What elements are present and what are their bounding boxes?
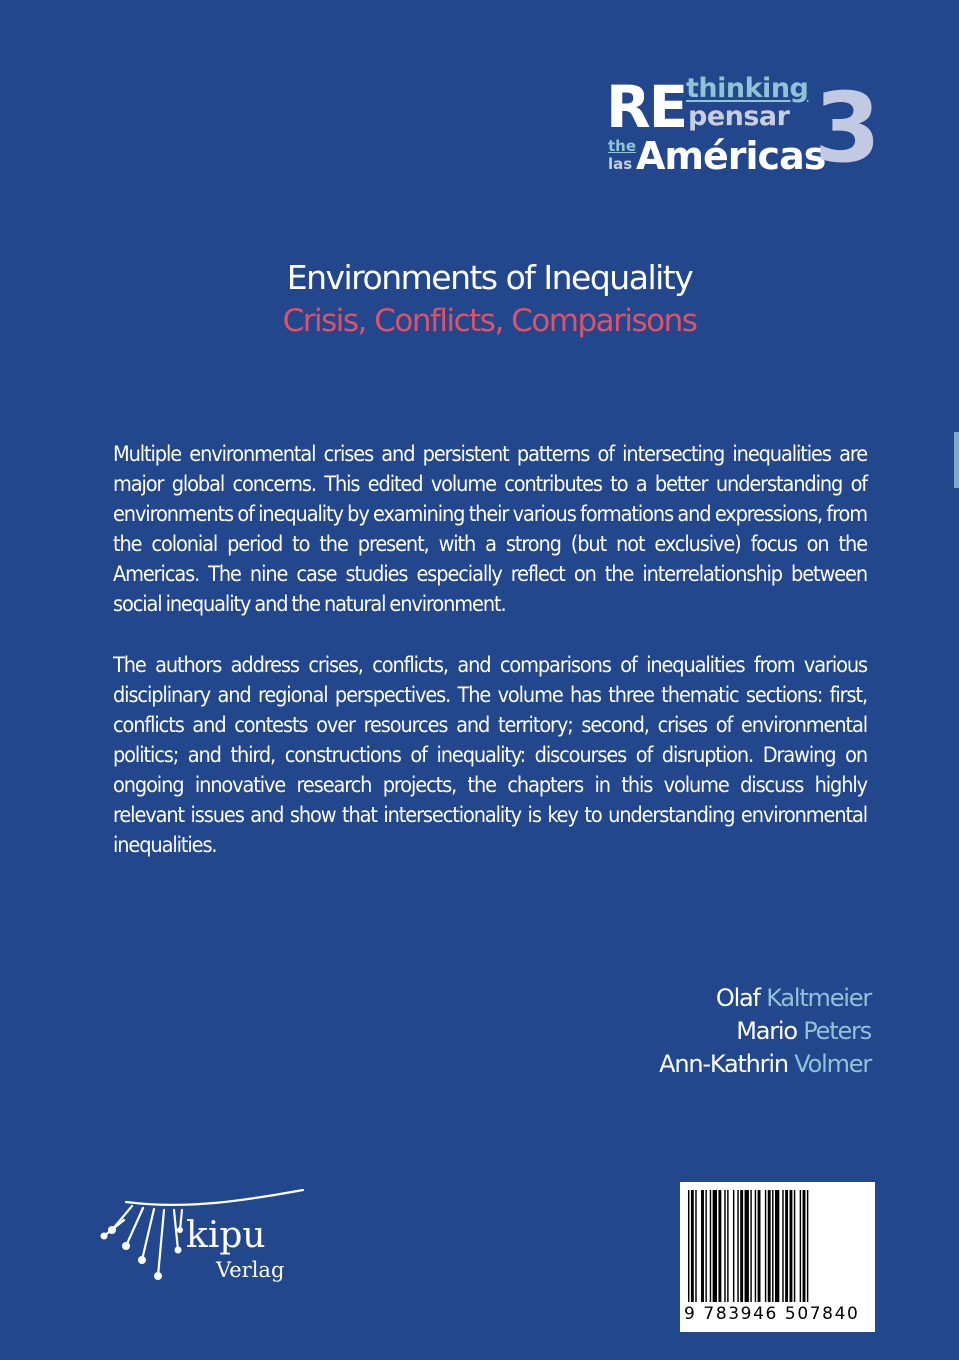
series-logo bbox=[600, 72, 890, 192]
author-first-name: Ann-Kathrin bbox=[659, 1050, 788, 1078]
isbn-barcode bbox=[680, 1182, 875, 1332]
publisher-logo bbox=[98, 1180, 318, 1300]
blurb-paragraph: Multiple environmental crises and persistent patterns of intersecting inequalities are major global concerns. This edited volume contributes to a better understanding of environments of inequality by examining their various formations and expressions, from the colonial period to the present, with a strong (but not exclusive) focus on the Americas. The nine case studies especially reflect on the interrelationship between social inequality and the natural environment. bbox=[113, 442, 867, 618]
author-first-name: Olaf bbox=[715, 984, 760, 1012]
book-subtitle: Crisis, Conflicts, Comparisons bbox=[282, 303, 697, 339]
series-the: the bbox=[608, 137, 637, 155]
series-americas: Américas bbox=[636, 134, 826, 178]
series-thinking: thinking bbox=[686, 73, 809, 104]
author-last-name: Volmer bbox=[794, 1050, 871, 1078]
author-last-name: Kaltmeier bbox=[766, 984, 871, 1012]
author bbox=[659, 1048, 871, 1081]
author-last-name: Peters bbox=[803, 1017, 871, 1045]
author-list bbox=[659, 982, 871, 1081]
isbn-number: 9 783946 507840 bbox=[684, 1304, 860, 1324]
publisher-sub: Verlag bbox=[216, 1258, 285, 1282]
series-las: las bbox=[608, 155, 633, 173]
spine-edge-mark bbox=[954, 432, 959, 488]
blurb bbox=[113, 440, 867, 891]
book-title: Environments of Inequality bbox=[286, 258, 693, 297]
blurb-paragraph: The authors address crises, conflicts, and comparisons of inequalities from various disciplinary and regional perspectives. The volume has three thematic sections: first, conflicts and contests over resources and territory; second, crises of environmental politics; and third, constructions of inequality: discourses of disruption. Drawing on ongoing innovative research projects, the chapters in this volume discuss highly relevant issues and show that intersectionality is key to understanding environmental inequalities. bbox=[113, 652, 867, 859]
author bbox=[659, 1015, 871, 1048]
series-re: RE bbox=[606, 73, 687, 141]
series-number: 3 bbox=[814, 72, 881, 184]
series-pensar: pensar bbox=[688, 101, 790, 132]
author-first-name: Mario bbox=[736, 1017, 797, 1045]
author bbox=[659, 982, 871, 1015]
publisher-name: kipu bbox=[186, 1215, 266, 1256]
